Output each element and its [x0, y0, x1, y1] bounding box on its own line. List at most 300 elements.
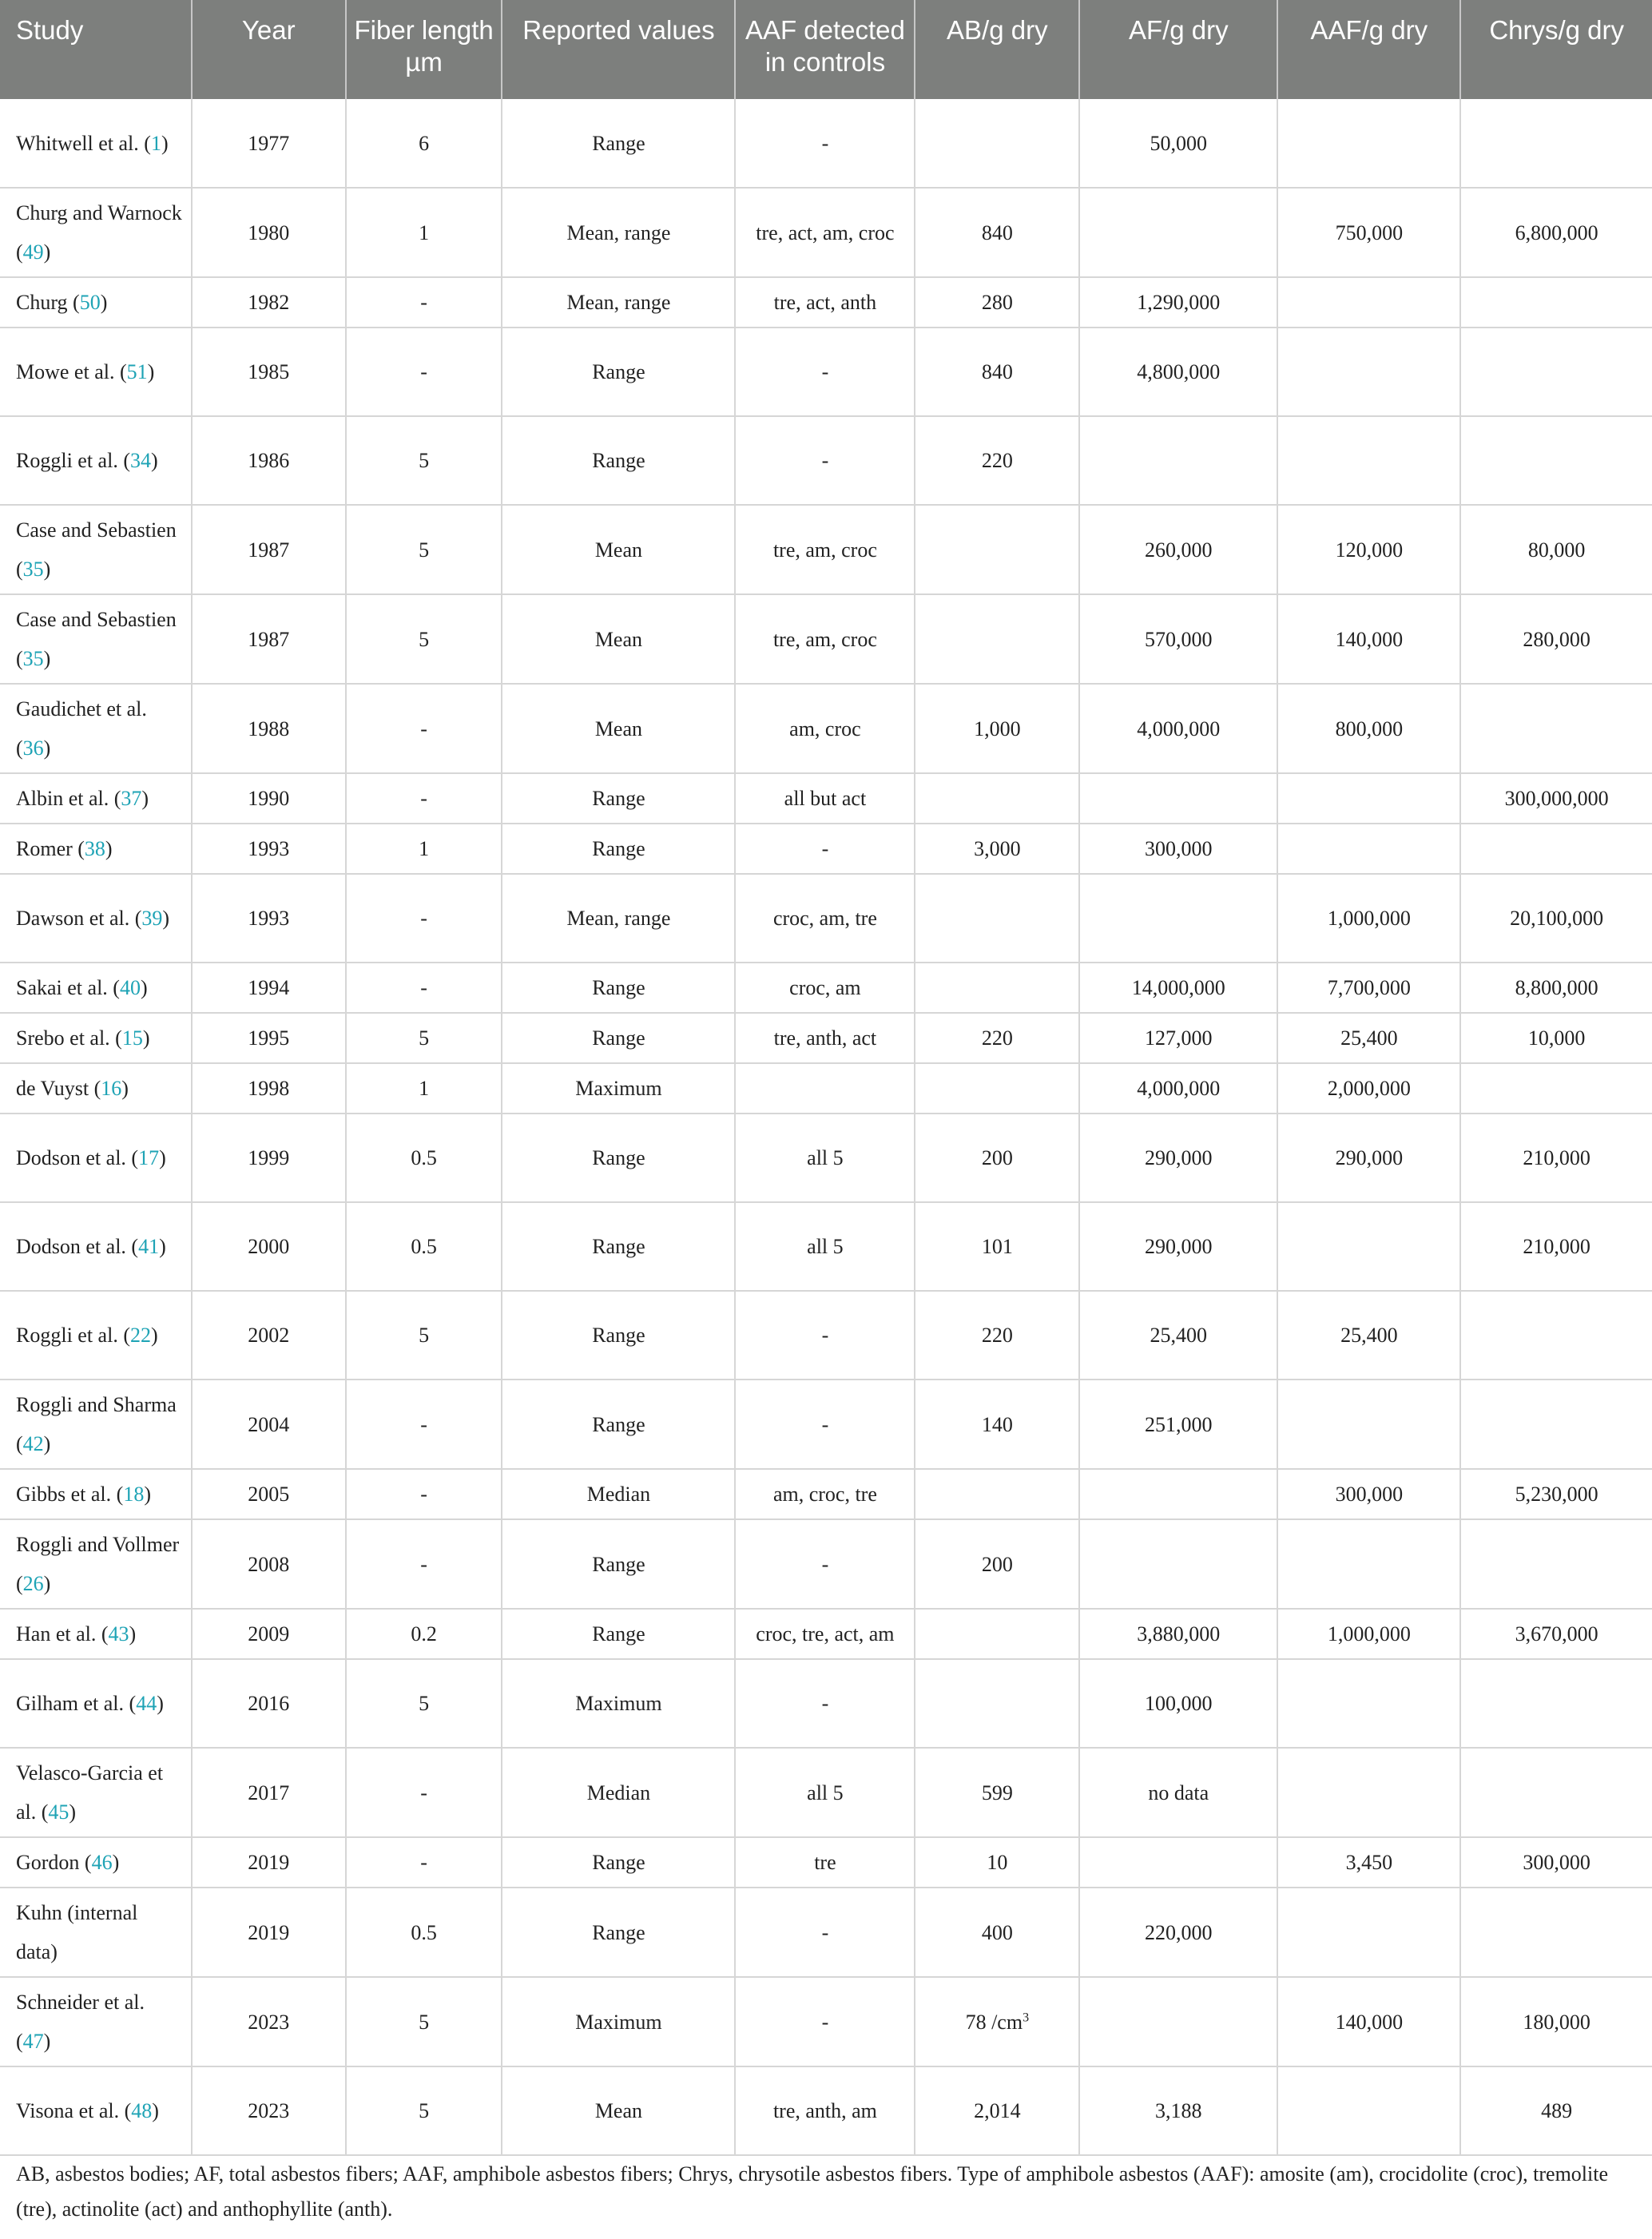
aaf-value: croc, tre, act, am — [756, 1622, 895, 1646]
reported-value: Mean, range — [566, 907, 671, 930]
aaf-value: - — [821, 360, 829, 383]
aaf-cell — [735, 505, 915, 594]
reported-cell — [502, 1609, 735, 1659]
reported-cell — [502, 416, 735, 505]
study-name: Dodson et al. ( — [16, 1235, 139, 1258]
study-name: Roggli and Vollmer ( — [16, 1533, 180, 1595]
aaf-value: - — [821, 1692, 829, 1715]
ab-value: 3,000 — [974, 837, 1021, 860]
study-name: Gaudichet et al. ( — [16, 697, 147, 760]
table-row — [0, 773, 1652, 824]
reported-value: Range — [592, 1324, 645, 1347]
reference-link[interactable]: 35 — [22, 647, 44, 670]
table-row — [0, 1659, 1652, 1748]
study-cell — [0, 1063, 192, 1114]
year-value: 2017 — [248, 1780, 290, 1804]
year-cell — [192, 1469, 346, 1519]
table-row — [0, 99, 1652, 188]
fiber-value: 5 — [419, 449, 430, 472]
aafg-cell — [1277, 1977, 1460, 2066]
year-cell — [192, 328, 346, 416]
study-name-suffix: ) — [144, 1483, 151, 1506]
table-row — [0, 1609, 1652, 1659]
reference-link[interactable]: 37 — [121, 787, 142, 810]
header-row — [0, 0, 1652, 99]
af-value: 50,000 — [1150, 131, 1208, 155]
study-cell — [0, 963, 192, 1013]
fiber-cell — [346, 277, 502, 328]
aaf-cell — [735, 2066, 915, 2155]
chrys-cell — [1460, 277, 1652, 328]
study-name-suffix: ) — [105, 837, 113, 860]
reference-link[interactable]: 22 — [129, 1324, 151, 1347]
study-name-suffix: ) — [43, 1572, 51, 1595]
reported-value: Mean — [594, 538, 643, 562]
year-cell — [192, 1063, 346, 1114]
fiber-value: 0.5 — [411, 1920, 437, 1944]
chrys-value: 489 — [1541, 2099, 1573, 2122]
aaf-value: - — [821, 2010, 829, 2034]
fiber-value: 5 — [419, 1692, 430, 1715]
reported-cell — [502, 594, 735, 684]
study-cell — [0, 1114, 192, 1202]
fiber-cell — [346, 1977, 502, 2066]
af-value: 300,000 — [1145, 837, 1213, 860]
study-name-suffix: ) — [112, 1851, 120, 1874]
aaf-value: - — [821, 837, 829, 860]
year-value: 2002 — [248, 1324, 290, 1347]
reference-link[interactable]: 49 — [22, 240, 44, 264]
year-cell — [192, 963, 346, 1013]
reference-link[interactable]: 1 — [150, 131, 161, 155]
aaf-cell — [735, 1519, 915, 1609]
table-row — [0, 416, 1652, 505]
chrys-value: 5,230,000 — [1515, 1483, 1598, 1506]
aafg-cell — [1277, 2066, 1460, 2155]
aaf-cell — [735, 773, 915, 824]
af-value: 127,000 — [1145, 1026, 1213, 1050]
ab-cell — [915, 773, 1079, 824]
aafg-cell — [1277, 1659, 1460, 1748]
study-name-suffix: ) — [43, 736, 51, 760]
reported-value: Maximum — [575, 1077, 662, 1100]
reported-cell — [502, 773, 735, 824]
year-cell — [192, 1659, 346, 1748]
reported-value: Range — [592, 976, 645, 999]
chrys-cell — [1460, 1837, 1652, 1888]
study-name-suffix: ) — [157, 1692, 164, 1715]
chrys-cell — [1460, 416, 1652, 505]
fiber-value: 6 — [419, 131, 430, 155]
af-cell — [1079, 1837, 1277, 1888]
table-row — [0, 594, 1652, 684]
year-value: 1982 — [248, 291, 290, 314]
reference-link[interactable]: 48 — [131, 2099, 153, 2122]
year-cell — [192, 773, 346, 824]
af-value: 220,000 — [1145, 1920, 1213, 1944]
table-row — [0, 963, 1652, 1013]
study-name: Srebo et al. ( — [16, 1026, 122, 1050]
aaf-value: tre, am, croc — [772, 627, 877, 651]
af-cell — [1079, 1519, 1277, 1609]
ab-cell — [915, 1380, 1079, 1469]
year-cell — [192, 874, 346, 963]
year-value: 2019 — [248, 1920, 290, 1944]
aaf-value: all 5 — [807, 1235, 844, 1258]
study-cell — [0, 874, 192, 963]
table-row — [0, 2066, 1652, 2155]
header-cell: AF/g dry — [1079, 0, 1277, 99]
fiber-cell — [346, 1380, 502, 1469]
reported-cell — [502, 1114, 735, 1202]
chrys-cell — [1460, 1202, 1652, 1291]
aafg-cell — [1277, 1063, 1460, 1114]
study-name-suffix: ) — [43, 2030, 51, 2053]
ab-value: 220 — [981, 1026, 1013, 1050]
af-cell — [1079, 1888, 1277, 1977]
table-row — [0, 874, 1652, 963]
study-cell — [0, 188, 192, 277]
reference-link[interactable]: 51 — [126, 360, 148, 383]
reference-link[interactable]: 35 — [22, 558, 44, 581]
year-cell — [192, 1380, 346, 1469]
study-name: Roggli and Sharma ( — [16, 1393, 177, 1455]
aaf-value: - — [821, 131, 829, 155]
study-name-suffix: ) — [43, 558, 51, 581]
ab-cell — [915, 1519, 1079, 1609]
study-name: Gibbs et al. ( — [16, 1483, 124, 1506]
study-cell — [0, 2066, 192, 2155]
year-value: 1987 — [248, 538, 290, 562]
fiber-cell — [346, 505, 502, 594]
aaf-value: croc, am — [789, 976, 861, 999]
chrys-value: 6,800,000 — [1515, 220, 1598, 244]
ab-cell — [915, 328, 1079, 416]
aaf-cell — [735, 1380, 915, 1469]
reported-value: Median — [586, 1483, 651, 1506]
ab-value: 200 — [981, 1552, 1013, 1576]
reported-value: Range — [592, 1552, 645, 1576]
table-row — [0, 1013, 1652, 1063]
study-cell — [0, 1469, 192, 1519]
fiber-cell — [346, 1291, 502, 1380]
ab-cell — [915, 1114, 1079, 1202]
chrys-value: 3,670,000 — [1515, 1622, 1598, 1646]
af-value: 290,000 — [1145, 1235, 1213, 1258]
fiber-cell — [346, 1609, 502, 1659]
af-cell — [1079, 1469, 1277, 1519]
aafg-value: 140,000 — [1335, 627, 1404, 651]
aaf-cell — [735, 684, 915, 773]
reported-cell — [502, 1063, 735, 1114]
table-row — [0, 328, 1652, 416]
study-name: de Vuyst ( — [16, 1077, 101, 1100]
aafg-cell — [1277, 1748, 1460, 1837]
af-cell — [1079, 99, 1277, 188]
header-cell: Reported values — [502, 0, 735, 99]
study-cell — [0, 1609, 192, 1659]
chrys-cell — [1460, 2066, 1652, 2155]
reference-link[interactable]: 43 — [108, 1622, 129, 1646]
study-name: Visona et al. ( — [16, 2099, 132, 2122]
aaf-cell — [735, 1888, 915, 1977]
reported-value: Range — [592, 449, 645, 472]
chrys-value: 180,000 — [1523, 2010, 1590, 2034]
reference-link[interactable]: 36 — [22, 736, 44, 760]
ab-cell — [915, 1888, 1079, 1977]
fiber-value: - — [420, 1412, 427, 1436]
aaf-cell — [735, 1748, 915, 1837]
ab-cell — [915, 99, 1079, 188]
chrys-cell — [1460, 1609, 1652, 1659]
aafg-value: 140,000 — [1335, 2010, 1404, 2034]
aafg-cell — [1277, 1114, 1460, 1202]
table-row — [0, 1837, 1652, 1888]
aaf-cell — [735, 328, 915, 416]
study-name: Whitwell et al. ( — [16, 131, 151, 155]
aafg-cell — [1277, 1291, 1460, 1380]
ab-value: 200 — [981, 1146, 1013, 1169]
fiber-cell — [346, 1837, 502, 1888]
fiber-value: 5 — [419, 2099, 430, 2122]
aaf-value: - — [821, 1552, 829, 1576]
aaf-cell — [735, 874, 915, 963]
table-row — [0, 1202, 1652, 1291]
aaf-cell — [735, 1114, 915, 1202]
study-name: Roggli et al. ( — [16, 449, 130, 472]
header-cell: AB/g dry — [915, 0, 1079, 99]
af-cell — [1079, 505, 1277, 594]
year-cell — [192, 416, 346, 505]
table-row — [0, 277, 1652, 328]
aaf-cell — [735, 99, 915, 188]
reference-link[interactable]: 47 — [22, 2030, 44, 2053]
fiber-value: 0.5 — [411, 1235, 437, 1258]
fiber-value: - — [420, 360, 427, 383]
year-value: 2023 — [248, 2010, 290, 2034]
study-cell — [0, 1380, 192, 1469]
year-value: 1980 — [248, 220, 290, 244]
aafg-cell — [1277, 1469, 1460, 1519]
reported-cell — [502, 188, 735, 277]
fiber-value: 5 — [419, 1026, 430, 1050]
study-cell — [0, 684, 192, 773]
year-cell — [192, 505, 346, 594]
reported-cell — [502, 1013, 735, 1063]
reported-value: Median — [586, 1780, 651, 1804]
reference-link[interactable]: 50 — [79, 291, 101, 314]
ab-cell — [915, 874, 1079, 963]
header-cell: AAF detected in controls — [735, 0, 915, 99]
study-cell — [0, 505, 192, 594]
reported-cell — [502, 1291, 735, 1380]
reference-link[interactable]: 18 — [123, 1483, 145, 1506]
reported-cell — [502, 99, 735, 188]
table-row — [0, 505, 1652, 594]
fiber-cell — [346, 416, 502, 505]
chrys-cell — [1460, 1888, 1652, 1977]
aafg-cell — [1277, 963, 1460, 1013]
aaf-value: tre, am, croc — [772, 538, 877, 562]
study-name-suffix: ) — [159, 1235, 166, 1258]
study-name: Velasco-Garcia et al. ( — [16, 1761, 164, 1824]
table-footnote: AB, asbestos bodies; AF, total asbestos fibers; AAF, amphibole asbestos fibers; Chrys, chrysotile asbestos fibers. Type of amphibole asbestos (AAF): amosite (am), crocidolite (croc), tremolite (tre), actinolite (act) and anthophyllite (anth). — [16, 2162, 1609, 2221]
reference-link[interactable]: 42 — [22, 1432, 44, 1455]
chrys-cell — [1460, 1063, 1652, 1114]
reference-link[interactable]: 16 — [101, 1077, 122, 1100]
year-cell — [192, 1837, 346, 1888]
aaf-cell — [735, 594, 915, 684]
fiber-cell — [346, 1202, 502, 1291]
reference-link[interactable]: 40 — [119, 976, 141, 999]
study-name: Mowe et al. ( — [16, 360, 127, 383]
fiber-value: - — [420, 717, 427, 740]
study-name-suffix: ) — [142, 1026, 150, 1050]
fiber-value: 5 — [419, 627, 430, 651]
chrys-cell — [1460, 594, 1652, 684]
aaf-cell — [735, 1063, 915, 1114]
study-name-suffix: ) — [121, 1077, 129, 1100]
aafg-cell — [1277, 328, 1460, 416]
af-value: 14,000,000 — [1131, 976, 1225, 999]
chrys-value: 80,000 — [1527, 538, 1586, 562]
study-name-suffix: ) — [152, 2099, 159, 2122]
fiber-cell — [346, 1114, 502, 1202]
aafg-value: 800,000 — [1335, 717, 1404, 740]
chrys-cell — [1460, 1469, 1652, 1519]
chrys-cell — [1460, 1114, 1652, 1202]
fiber-cell — [346, 99, 502, 188]
study-name-suffix: ) — [140, 976, 148, 999]
aafg-value: 3,450 — [1345, 1851, 1393, 1874]
aaf-cell — [735, 1291, 915, 1380]
aafg-cell — [1277, 1202, 1460, 1291]
aaf-value: tre, anth, act — [773, 1026, 877, 1050]
reference-link[interactable]: 45 — [48, 1800, 69, 1824]
study-name-suffix: ) — [43, 647, 51, 670]
aaf-value: tre, anth, am — [772, 2099, 877, 2122]
af-cell — [1079, 328, 1277, 416]
aafg-cell — [1277, 505, 1460, 594]
study-cell — [0, 824, 192, 874]
ab-cell — [915, 963, 1079, 1013]
chrys-cell — [1460, 874, 1652, 963]
ab-value: 220 — [981, 1324, 1013, 1347]
reported-cell — [502, 2066, 735, 2155]
ab-cell — [915, 1202, 1079, 1291]
aafg-cell — [1277, 684, 1460, 773]
study-name: Kuhn (internal data) — [16, 1901, 138, 1963]
fiber-value: 1 — [419, 220, 430, 244]
year-cell — [192, 99, 346, 188]
af-cell — [1079, 1380, 1277, 1469]
aafg-cell — [1277, 874, 1460, 963]
year-cell — [192, 824, 346, 874]
reference-link[interactable]: 39 — [141, 907, 163, 930]
aafg-value: 1,000,000 — [1327, 1622, 1411, 1646]
study-cell — [0, 328, 192, 416]
af-cell — [1079, 277, 1277, 328]
reference-link[interactable]: 38 — [84, 837, 105, 860]
fiber-value: - — [420, 1483, 427, 1506]
aafg-value: 750,000 — [1335, 220, 1404, 244]
year-cell — [192, 684, 346, 773]
chrys-value: 280,000 — [1523, 627, 1590, 651]
reference-link[interactable]: 41 — [138, 1235, 160, 1258]
aaf-value: am, croc, tre — [772, 1483, 877, 1506]
header-cell: Chrys/g dry — [1460, 0, 1652, 99]
ab-cell — [915, 824, 1079, 874]
chrys-value: 8,800,000 — [1515, 976, 1598, 999]
aaf-cell — [735, 1609, 915, 1659]
reported-value: Range — [592, 787, 645, 810]
aafg-cell — [1277, 594, 1460, 684]
study-name: Churg and Warnock ( — [16, 201, 182, 264]
af-cell — [1079, 1063, 1277, 1114]
chrys-cell — [1460, 1291, 1652, 1380]
study-name-suffix: ) — [129, 1622, 137, 1646]
study-name: Gordon ( — [16, 1851, 92, 1874]
chrys-cell — [1460, 1380, 1652, 1469]
reference-link[interactable]: 17 — [138, 1146, 160, 1169]
header-cell: Study — [0, 0, 192, 99]
reported-value: Mean — [594, 717, 643, 740]
af-cell — [1079, 1659, 1277, 1748]
ab-value: 599 — [981, 1780, 1013, 1804]
table-row — [0, 824, 1652, 874]
aafg-value: 120,000 — [1335, 538, 1404, 562]
reference-link[interactable]: 46 — [91, 1851, 113, 1874]
table-row — [0, 1114, 1652, 1202]
aafg-value: 25,400 — [1340, 1026, 1398, 1050]
reported-cell — [502, 1202, 735, 1291]
study-name: Dawson et al. ( — [16, 907, 142, 930]
reference-link[interactable]: 26 — [22, 1572, 44, 1595]
fiber-value: 1 — [419, 837, 430, 860]
reference-link[interactable]: 44 — [136, 1692, 157, 1715]
year-value: 1994 — [248, 976, 290, 999]
af-value: 4,800,000 — [1137, 360, 1221, 383]
header-cell: Year — [192, 0, 346, 99]
reference-link[interactable]: 15 — [121, 1026, 143, 1050]
chrys-cell — [1460, 963, 1652, 1013]
table-row — [0, 684, 1652, 773]
study-cell — [0, 1519, 192, 1609]
af-value: 260,000 — [1145, 538, 1213, 562]
year-cell — [192, 1977, 346, 2066]
study-name-suffix: ) — [159, 1146, 166, 1169]
reported-value: Range — [592, 1412, 645, 1436]
table-row — [0, 1380, 1652, 1469]
year-cell — [192, 188, 346, 277]
aaf-cell — [735, 1837, 915, 1888]
reference-link[interactable]: 34 — [129, 449, 151, 472]
study-name: Han et al. ( — [16, 1622, 109, 1646]
ab-cell — [915, 1977, 1079, 2066]
study-name: Gilham et al. ( — [16, 1692, 137, 1715]
chrys-cell — [1460, 1519, 1652, 1609]
table-row — [0, 1748, 1652, 1837]
study-name: Churg ( — [16, 291, 80, 314]
af-cell — [1079, 188, 1277, 277]
af-cell — [1079, 1291, 1277, 1380]
ab-value: 10 — [987, 1851, 1008, 1874]
ab-cell — [915, 2066, 1079, 2155]
chrys-value: 20,100,000 — [1510, 907, 1604, 930]
reported-value: Range — [592, 360, 645, 383]
year-value: 2000 — [248, 1235, 290, 1258]
aafg-cell — [1277, 1609, 1460, 1659]
